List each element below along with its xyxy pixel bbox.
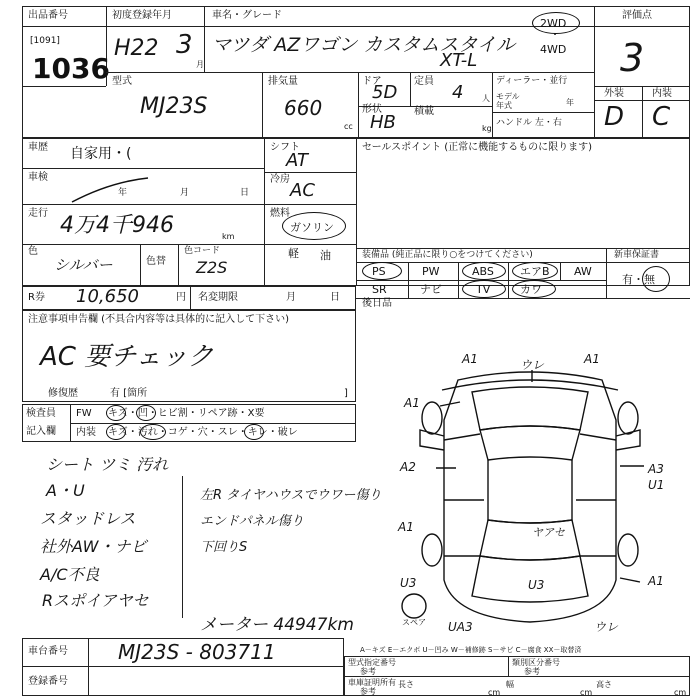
- doors-value: 5D: [372, 82, 398, 103]
- notes-value: AC 要チェック: [40, 342, 214, 372]
- dmg-mark-12: A1: [648, 574, 664, 588]
- load-label: 積載: [414, 106, 434, 117]
- color-code-value: Z2S: [196, 258, 228, 277]
- comment-right-1: 左R タイヤハウスでウワー傷り: [200, 488, 382, 503]
- drive-dot: ・: [550, 30, 560, 41]
- model-year-label1: モデル: [496, 92, 520, 101]
- type-label2: 参考: [360, 667, 376, 676]
- reg-month: 3: [176, 30, 193, 60]
- interior-score: C: [652, 102, 671, 132]
- color-change-label: 色替: [146, 256, 166, 267]
- repair-end: ]: [344, 388, 348, 399]
- inspection-day: 日: [240, 188, 250, 198]
- dmg-mark-10: U3: [400, 576, 417, 590]
- capacity-label: 定員: [414, 76, 434, 87]
- transfer-day: 日: [330, 292, 340, 303]
- transfer-month: 月: [286, 292, 296, 303]
- equip-abs-circle: [462, 262, 506, 280]
- drive-2wd: 2WD: [540, 17, 567, 30]
- displacement-unit: cc: [344, 122, 353, 131]
- equip-aw: AW: [574, 265, 592, 278]
- warranty-value: 有・無: [622, 273, 655, 286]
- comment-left-1: シート ツミ 汚れ: [46, 455, 169, 474]
- name-label: 車名・グレード: [212, 10, 282, 21]
- notes-label: 注意事項申告欄 (不具合内容等は具体的に記入して下さい): [28, 314, 289, 325]
- car-name: マツダ AZワゴン カスタムスタイル: [212, 34, 515, 56]
- dmg-mark-14: ウレ: [594, 620, 619, 634]
- dmg-mark-1: A1: [462, 352, 478, 366]
- height-unit: cm: [674, 688, 687, 697]
- reg-era-year: H22: [114, 36, 159, 61]
- comment-right-2: エンドパネル傷り: [200, 514, 304, 529]
- equip-airbag-circle: [512, 262, 558, 280]
- inspection-strike: [70, 176, 150, 206]
- length-label: 長さ: [398, 680, 414, 689]
- reg-month-unit: 月: [196, 60, 204, 69]
- height-label: 高さ: [596, 680, 612, 689]
- lot-label: 出品番号: [28, 10, 68, 21]
- cert-label1: 車庫証明所有: [348, 678, 396, 687]
- chassis-value: MJ23S - 803711: [118, 640, 276, 664]
- history-label: 車歴: [28, 142, 48, 153]
- equip-tv-circle: [462, 280, 506, 298]
- ac-value: AC: [290, 180, 315, 201]
- dmg-mark-6: A3: [648, 462, 664, 476]
- color-code-label: 色コード: [184, 246, 221, 256]
- handle-label: ハンドル 左・右: [496, 118, 562, 128]
- color-value: シルバー: [54, 256, 113, 274]
- capacity-value: 4: [452, 82, 464, 103]
- model-label: 型式: [112, 76, 132, 87]
- drive-4wd: 4WD: [540, 43, 567, 56]
- cert-label2: 参考: [360, 687, 376, 696]
- recycle-unit: 円: [176, 292, 186, 303]
- fuel-oil: 油: [320, 249, 331, 262]
- model-year-unit: 年: [566, 98, 574, 107]
- recycle-label: R券: [28, 292, 45, 303]
- fuel-gasoline-circle: [282, 212, 346, 240]
- equip-tv: TV: [476, 283, 491, 296]
- capacity-unit: 人: [482, 94, 490, 103]
- interior-label: 内装: [652, 88, 672, 99]
- int-scratch-circle: [106, 424, 126, 440]
- dmg-mark-9: ヤアセ: [532, 526, 565, 539]
- equip-ps-circle: [362, 262, 402, 280]
- history-value: 自家用・(: [70, 146, 132, 162]
- inspection-month: 月: [180, 188, 190, 198]
- dmg-mark-4: A1: [404, 396, 420, 410]
- car-diagram: [380, 360, 690, 640]
- model-value: MJ23S: [140, 94, 208, 119]
- spare-label: スペア: [402, 618, 426, 627]
- int-text: キズ・汚れ・コゲ・穴・スレ・キレ・破レ: [108, 427, 298, 438]
- ac-label: 冷房: [270, 174, 290, 185]
- comment-left-5: A/C不良: [40, 565, 100, 584]
- width-unit: cm: [580, 688, 593, 697]
- dmg-mark-3: A1: [584, 352, 600, 366]
- equip-airbag: エアB: [520, 265, 550, 278]
- warranty-label: 新車保証書: [614, 250, 660, 260]
- inspection-year: 年: [118, 188, 128, 198]
- equip-sr: SR: [372, 283, 387, 296]
- fw-text: キズ・凹・ヒビ割・リペア跡・X要: [108, 408, 265, 419]
- dealer-label: ディーラー・並行: [496, 76, 568, 86]
- fw-label: FW: [76, 408, 92, 419]
- displacement-label: 排気量: [268, 76, 298, 87]
- equipment-header: 装備品 (純正品に限り○をつけてください): [362, 250, 533, 260]
- inspector-label1: 検査員: [26, 408, 56, 419]
- cat-label1: 類別区分番号: [512, 658, 560, 667]
- cat-label2: 参考: [524, 667, 540, 676]
- equip-leather-circle: [512, 280, 556, 298]
- inspector-label2: 記入欄: [26, 426, 56, 437]
- equip-navi: ナビ: [420, 283, 442, 296]
- equip-abs: ABS: [472, 265, 494, 278]
- exterior-label: 外装: [604, 88, 624, 99]
- fuel-label: 燃料: [270, 208, 290, 219]
- score-label: 評価点: [622, 10, 652, 21]
- repair-value: 有 [箇所: [110, 388, 148, 399]
- fuel-light: 軽: [288, 247, 299, 260]
- int-label: 内装: [76, 427, 96, 438]
- inspection-label: 車検: [28, 172, 48, 183]
- type-label1: 型式指定番号: [348, 658, 396, 667]
- int-wear-circle: [244, 424, 264, 440]
- shape-label: 形状: [362, 104, 382, 115]
- dmg-mark-13: UA3: [448, 620, 473, 634]
- lot-code: [1091]: [30, 36, 60, 46]
- recycle-value: 10,650: [76, 286, 139, 307]
- mileage-label: 走行: [28, 208, 48, 219]
- reg-date-label: 初度登録年月: [112, 10, 172, 21]
- comment-left-3: スタッドレス: [40, 509, 136, 528]
- dmg-mark-8: A1: [398, 520, 414, 534]
- length-unit: cm: [488, 688, 501, 697]
- back-seat-label: 後日品: [362, 298, 392, 309]
- equip-pw: PW: [422, 265, 440, 278]
- lot-number: 1036: [32, 52, 110, 85]
- fuel-gasoline: ガソリン: [290, 221, 334, 234]
- doors-label: ドア: [362, 76, 382, 87]
- equip-ps: PS: [372, 265, 386, 278]
- mileage-value: 4万4千946: [60, 213, 174, 238]
- chassis-label: 車台番号: [28, 646, 68, 657]
- transfer-label: 名変期限: [198, 292, 238, 303]
- model-year-label2: 年式: [496, 101, 512, 110]
- repair-label: 修復歴: [48, 388, 78, 399]
- car-grade: XT-L: [440, 50, 478, 71]
- warranty-circle: [642, 266, 670, 292]
- shift-label: シフト: [270, 142, 300, 153]
- exterior-score: D: [604, 102, 625, 132]
- width-label: 幅: [506, 680, 514, 689]
- registration-label: 登録番号: [28, 676, 68, 687]
- score-value: 3: [620, 36, 645, 80]
- comment-left-6: Rスポイアヤセ: [42, 591, 149, 610]
- color-label: 色: [28, 246, 38, 257]
- comment-left-2: A・U: [46, 481, 85, 500]
- fw-scratch-circle: [106, 405, 126, 421]
- sales-point-label: セールスポイント (正常に機能するものに限ります): [362, 142, 593, 153]
- comment-right-3: 下回りS: [200, 540, 248, 555]
- mileage-note: メーター 44947km: [200, 615, 354, 635]
- int-dirt-circle: [140, 424, 166, 440]
- load-unit: kg: [482, 124, 492, 133]
- damage-legend: A－キズ E－エクボ U－凹み W－補修跡 S－サビ C－腐食 XX－取替済: [360, 646, 582, 654]
- dmg-mark-7: U1: [648, 478, 665, 492]
- displacement-value: 660: [284, 96, 323, 120]
- equip-leather: カワ: [520, 283, 542, 296]
- comment-left-4: 社外AW・ナビ: [40, 537, 147, 556]
- shape-value: HB: [370, 112, 396, 133]
- dmg-mark-2: ウレ: [520, 358, 545, 372]
- shift-value: AT: [286, 150, 308, 171]
- dmg-mark-11: U3: [528, 578, 545, 592]
- mileage-unit: km: [222, 232, 235, 241]
- fw-dent-circle: [136, 405, 156, 421]
- dmg-mark-5: A2: [400, 460, 416, 474]
